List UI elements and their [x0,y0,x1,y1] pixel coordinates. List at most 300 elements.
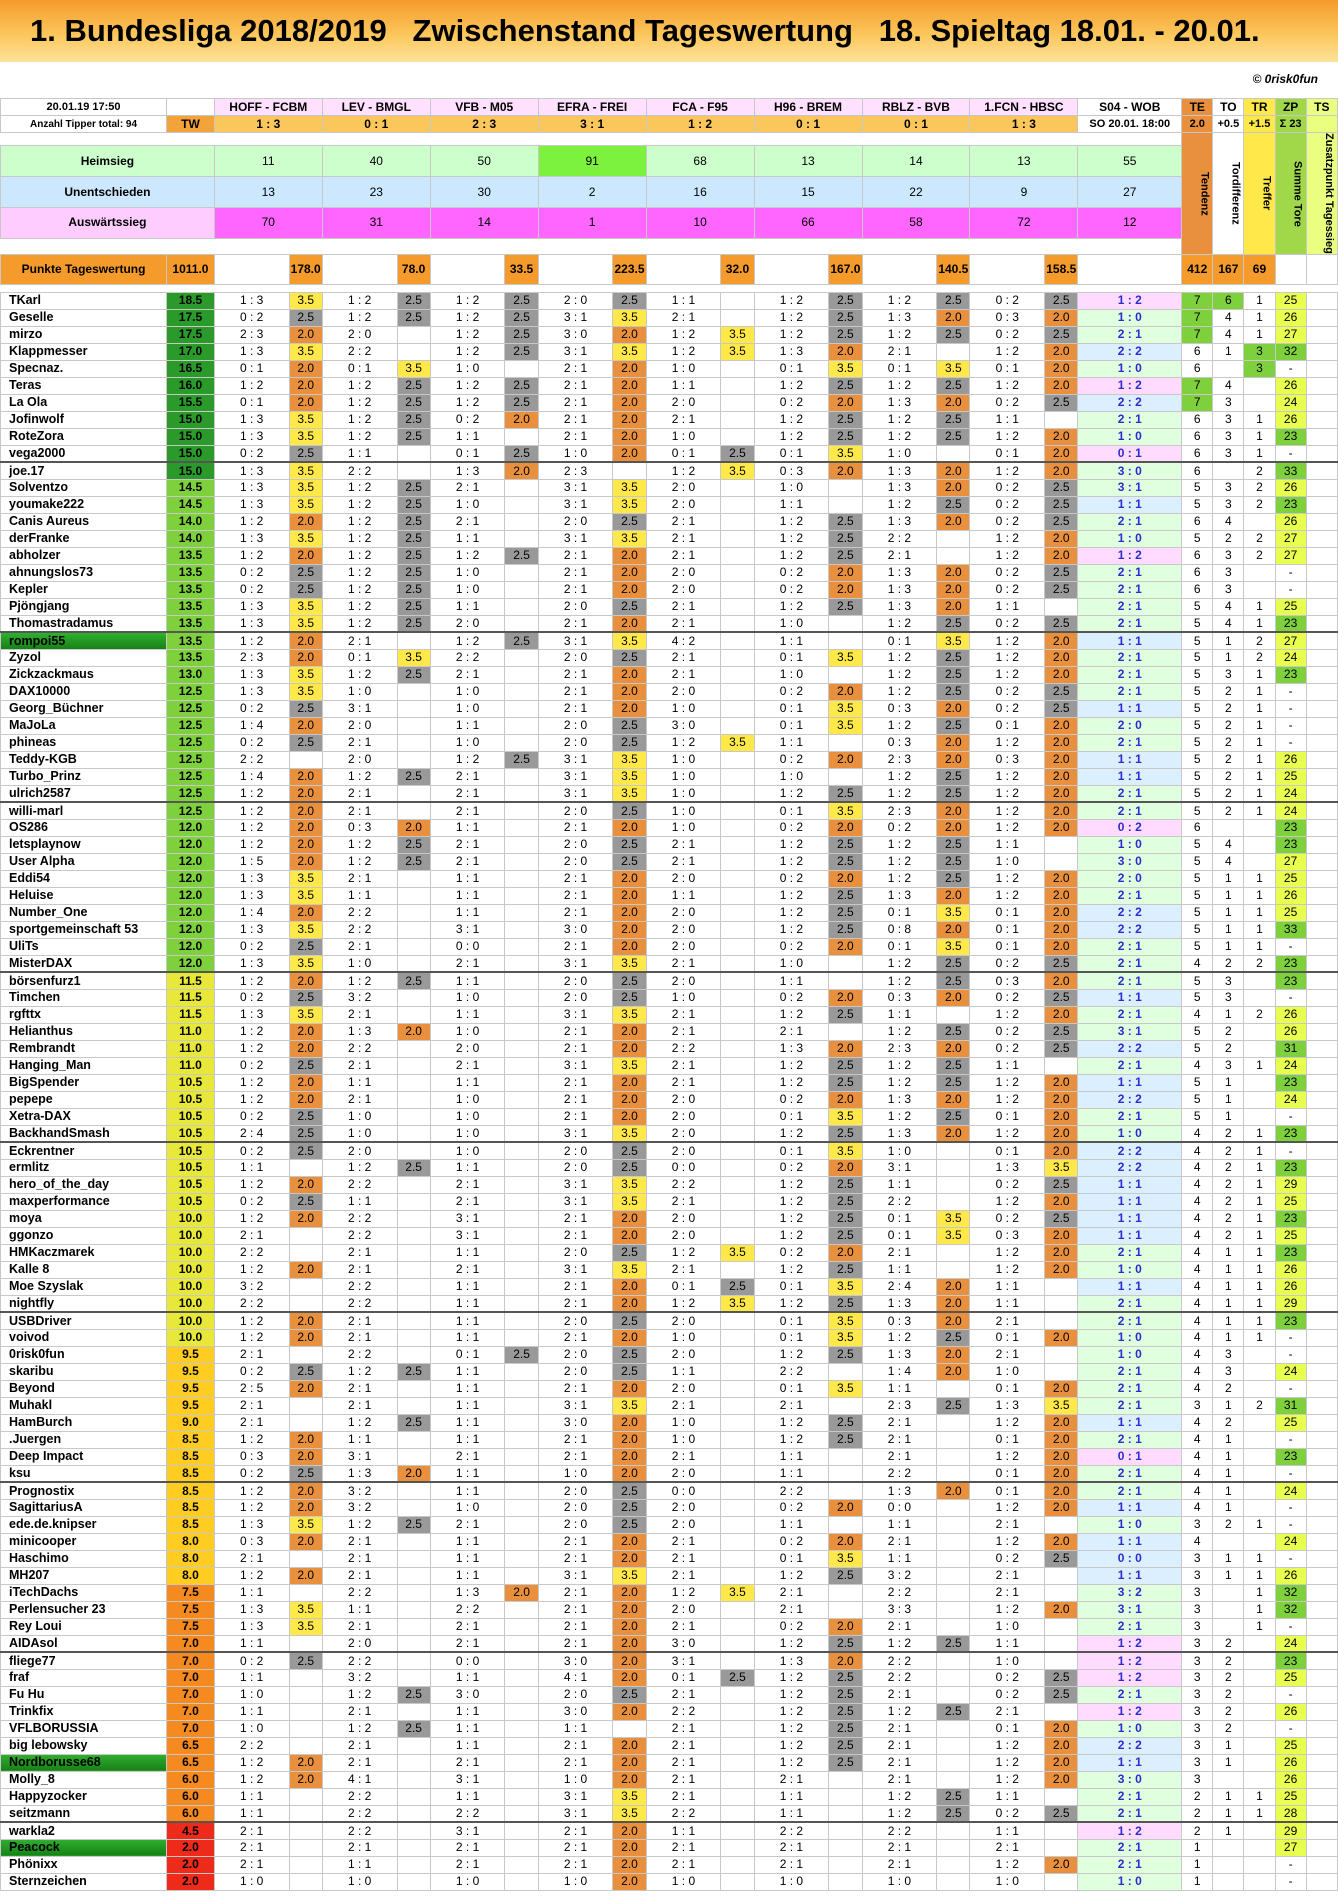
s04-tip: 0 : 1 [1078,445,1182,462]
tip-points: 3.5 [721,1295,754,1312]
tip-value: 1 : 0 [214,1873,289,1890]
tip-value: 2 : 1 [646,1720,721,1737]
table-row [1,360,1338,377]
table-row [1,1652,1338,1669]
to-points: 3 [1213,564,1244,581]
tip-value: 2 : 1 [322,1329,397,1346]
tip-value: 2 : 1 [322,1567,397,1584]
tip-points: 2.5 [505,751,538,768]
tip-points [397,955,430,972]
ts-points [1306,1329,1337,1346]
tip-points: 2.0 [1045,1601,1078,1618]
to-points: 1 [1213,1397,1244,1414]
ts-points [1306,1567,1337,1584]
tip-points [721,1125,754,1142]
to-points: 2 [1213,1040,1244,1057]
tip-points [721,1040,754,1057]
tip-value: 2 : 1 [214,1822,289,1839]
tip-points: 2.5 [829,1431,862,1448]
tip-points: 2.5 [829,1227,862,1244]
tip-value: 1 : 0 [970,853,1045,870]
table-row [1,768,1338,785]
tip-points: 2.0 [937,1125,970,1142]
tip-value: 2 : 0 [538,598,613,615]
tip-points [289,1550,322,1567]
tip-value: 1 : 0 [430,564,505,581]
tip-value: 1 : 2 [646,1584,721,1601]
to-points: 4 [1213,377,1244,394]
tip-value: 0 : 1 [754,802,829,819]
stats-label: Heimsieg [1,146,215,177]
tr-points [1244,1431,1275,1448]
s04-tip: 2 : 2 [1078,1091,1182,1108]
tip-points [397,717,430,734]
tip-value: 2 : 0 [646,1312,721,1329]
tip-value: 1 : 2 [862,785,937,802]
tip-value: 1 : 2 [754,309,829,326]
table-row [1,1601,1338,1618]
stats-value: 16 [646,177,754,208]
tip-points: 2.5 [397,1414,430,1431]
tip-value: 2 : 2 [214,751,289,768]
tip-points: 2.0 [937,989,970,1006]
to-points: 1 [1213,1465,1244,1482]
tip-value: 1 : 3 [322,1465,397,1482]
to-points: 1 [1213,887,1244,904]
tip-points [397,1261,430,1278]
tip-value: 2 : 1 [430,1176,505,1193]
s04-tip: 3 : 0 [1078,853,1182,870]
tip-points [829,1448,862,1465]
tip-points [937,1261,970,1278]
tip-value: 3 : 2 [322,989,397,1006]
tw-header-blank [167,99,215,116]
te-points: 4 [1182,1533,1213,1550]
tip-value: 2 : 0 [322,1142,397,1159]
tip-value: 1 : 2 [430,632,505,649]
to-points: 4 [1213,513,1244,530]
tip-points [721,1839,754,1856]
tip-value: 1 : 2 [754,598,829,615]
tip-points [721,1006,754,1023]
tip-value: 1 : 2 [970,462,1045,479]
tip-value: 2 : 1 [322,1312,397,1329]
ts-points [1306,1669,1337,1686]
tip-value: 0 : 2 [214,564,289,581]
tip-points [289,1346,322,1363]
tip-value: 0 : 1 [862,1227,937,1244]
tip-points: 2.5 [505,292,538,309]
tip-points: 2.5 [937,870,970,887]
tipper-name: USBDriver [1,1312,167,1329]
zp-points: 23 [1275,428,1306,445]
spacer [1,238,1182,254]
tr-points: 1 [1244,870,1275,887]
tipper-name: UliTs [1,938,167,955]
tip-points: 2.5 [397,1720,430,1737]
tip-points [397,1431,430,1448]
zp-points: 24 [1275,802,1306,819]
tr-points: 1 [1244,309,1275,326]
tip-points [721,360,754,377]
tip-points: 2.0 [289,1771,322,1788]
tip-value: 1 : 2 [754,1635,829,1652]
to-points: 2 [1213,1227,1244,1244]
tip-value: 1 : 2 [322,309,397,326]
tip-value: 0 : 3 [970,972,1045,989]
tip-value: 0 : 3 [970,751,1045,768]
tip-value: 1 : 0 [970,1652,1045,1669]
zp-points: 23 [1275,955,1306,972]
tip-points [721,802,754,819]
tip-value: 2 : 2 [754,1482,829,1499]
tip-points [505,1533,538,1550]
tipper-name: maxperformance [1,1193,167,1210]
s04-tip: 0 : 0 [1078,1550,1182,1567]
tip-value: 2 : 2 [646,1703,721,1720]
tipper-name: Xetra-DAX [1,1108,167,1125]
tip-value: 2 : 1 [862,1856,937,1873]
tip-value: 0 : 2 [214,938,289,955]
tip-value: 1 : 0 [646,700,721,717]
tip-points: 2.0 [289,785,322,802]
s04-time: SO 20.01. 18:00 [1078,116,1182,133]
tip-points: 3.5 [829,360,862,377]
tip-value: 1 : 3 [862,1346,937,1363]
tip-points: 2.5 [1045,1040,1078,1057]
tip-value: 3 : 1 [538,1193,613,1210]
tip-points: 2.0 [1045,309,1078,326]
tip-value: 0 : 2 [754,394,829,411]
tip-points: 2.5 [937,683,970,700]
tip-points [289,1278,322,1295]
points-match: 178.0 [289,254,322,284]
ts-points [1306,972,1337,989]
tip-points [721,1703,754,1720]
tip-points: 2.5 [829,1176,862,1193]
s04-tip: 1 : 1 [1078,632,1182,649]
tip-value: 0 : 2 [214,700,289,717]
tip-value: 2 : 1 [538,1635,613,1652]
tip-value: 1 : 0 [430,1023,505,1040]
tip-value: 2 : 1 [322,1754,397,1771]
tip-points [505,1669,538,1686]
tip-points: 2.0 [289,377,322,394]
tip-points [721,1482,754,1499]
tip-points: 2.5 [829,1669,862,1686]
tip-points: 2.0 [613,581,646,598]
tip-value: 2 : 3 [214,326,289,343]
tip-value: 2 : 1 [646,513,721,530]
tipper-name: Canis Aureus [1,513,167,530]
tip-points [937,1465,970,1482]
tip-points: 2.5 [613,1482,646,1499]
s04-tip: 2 : 1 [1078,887,1182,904]
tip-points: 2.0 [829,1040,862,1057]
tip-points: 2.5 [829,1686,862,1703]
tip-value: 2 : 1 [430,853,505,870]
tip-value: 2 : 1 [538,377,613,394]
tip-value: 3 : 1 [538,530,613,547]
tipper-name: ede.de.knipser [1,1516,167,1533]
ts-points [1306,411,1337,428]
tip-points: 2.5 [397,1363,430,1380]
table-row [1,1771,1338,1788]
tip-value: 0 : 1 [754,1329,829,1346]
tip-points: 2.0 [1045,1431,1078,1448]
tip-value: 1 : 2 [754,547,829,564]
tip-value: 1 : 1 [214,1635,289,1652]
tw-score: 12.0 [167,955,215,972]
tipper-name: fraf [1,1669,167,1686]
tip-points: 2.0 [829,394,862,411]
tipper-name: Deep Impact [1,1448,167,1465]
tipper-name: Thomastradamus [1,615,167,632]
tr-points [1244,972,1275,989]
tip-value: 1 : 2 [646,343,721,360]
tip-points: 2.0 [613,1040,646,1057]
tip-points [829,479,862,496]
tip-points [289,1159,322,1176]
tw-label: TW [167,116,215,133]
tipper-name: ermlitz [1,1159,167,1176]
ts-points [1306,1261,1337,1278]
tip-points: 2.5 [937,1329,970,1346]
tip-value: 1 : 0 [430,360,505,377]
tip-value: 1 : 0 [430,700,505,717]
to-value: +0.5 [1213,116,1244,133]
ts-points [1306,1142,1337,1159]
tip-value: 1 : 1 [430,1244,505,1261]
tip-value: 1 : 2 [646,326,721,343]
s04-tip: 1 : 1 [1078,1533,1182,1550]
tip-value: 2 : 2 [214,1244,289,1261]
tip-value: 1 : 0 [430,1499,505,1516]
tip-value: 1 : 2 [754,326,829,343]
tip-value: 2 : 1 [646,1788,721,1805]
ts-points [1306,1805,1337,1822]
stats-row-draw [1,177,1338,208]
tip-points [397,1839,430,1856]
tip-points [505,1652,538,1669]
tip-value: 1 : 0 [646,785,721,802]
ts-points [1306,700,1337,717]
table-row [1,1176,1338,1193]
tw-score: 8.5 [167,1431,215,1448]
table-row [1,1465,1338,1482]
tip-points [721,394,754,411]
tip-value: 1 : 0 [430,1091,505,1108]
tip-points: 2.0 [1045,1125,1078,1142]
tip-points [937,547,970,564]
tr-points: 2 [1244,530,1275,547]
table-row [1,700,1338,717]
tip-points [505,1074,538,1091]
s04-tip: 2 : 1 [1078,1482,1182,1499]
tip-points: 2.0 [1045,751,1078,768]
zp-points: 25 [1275,870,1306,887]
s04-tip: 2 : 1 [1078,1788,1182,1805]
tip-points [397,1652,430,1669]
tip-points: 2.0 [613,1771,646,1788]
tip-value: 1 : 1 [430,1533,505,1550]
tip-points [505,1754,538,1771]
tip-points [613,1720,646,1737]
tip-value: 0 : 0 [430,1652,505,1669]
tipper-name: Sternzeichen [1,1873,167,1890]
table-row [1,343,1338,360]
to-points: 1 [1213,343,1244,360]
te-points: 6 [1182,428,1213,445]
tipper-name: Nordborusse68 [1,1754,167,1771]
tip-value: 2 : 1 [754,1771,829,1788]
table-row [1,921,1338,938]
tipper-name: willi-marl [1,802,167,819]
tr-points: 1 [1244,700,1275,717]
tip-points [1045,1057,1078,1074]
tip-points: 3.5 [289,1516,322,1533]
tipper-name: ulrich2587 [1,785,167,802]
zp-points: - [1275,683,1306,700]
tip-value: 0 : 1 [754,445,829,462]
tip-value: 1 : 2 [970,1499,1045,1516]
tip-points [1045,411,1078,428]
tip-value: 1 : 0 [754,615,829,632]
tip-points [505,972,538,989]
tip-points: 2.0 [937,1482,970,1499]
table-row [1,1210,1338,1227]
tip-value: 2 : 2 [862,1652,937,1669]
s04-tip: 2 : 1 [1078,598,1182,615]
tip-points [289,751,322,768]
tip-value: 1 : 2 [214,836,289,853]
s04-tip: 1 : 1 [1078,496,1182,513]
table-row [1,513,1338,530]
tip-points [505,768,538,785]
tip-value: 2 : 1 [646,1771,721,1788]
tip-value: 1 : 0 [646,1329,721,1346]
tip-value: 1 : 2 [322,853,397,870]
match-result: 2 : 3 [430,116,538,133]
tip-value: 1 : 2 [862,428,937,445]
tip-value: 2 : 0 [538,802,613,819]
s04-tip: 2 : 1 [1078,1363,1182,1380]
tip-points: 2.5 [289,938,322,955]
te-points: 5 [1182,785,1213,802]
tip-value: 2 : 1 [538,564,613,581]
tip-points: 2.0 [1045,343,1078,360]
tipper-name: Zickzackmaus [1,666,167,683]
tip-value: 1 : 2 [970,802,1045,819]
tip-value: 1 : 2 [214,513,289,530]
to-points: 1 [1213,1074,1244,1091]
tip-value: 3 : 0 [538,921,613,938]
tip-value: 2 : 1 [970,1567,1045,1584]
tip-points: 2.0 [937,1363,970,1380]
tipper-name: AIDAsol [1,1635,167,1652]
points-zp [1275,254,1306,284]
tip-points: 2.0 [829,1618,862,1635]
zp-points: 27 [1275,1839,1306,1856]
tip-points [505,666,538,683]
to-points: 1 [1213,1822,1244,1839]
to-points [1213,360,1244,377]
table-row [1,1839,1338,1856]
tr-points: 2 [1244,632,1275,649]
tip-points: 2.5 [829,1720,862,1737]
match-result: 1 : 3 [970,116,1078,133]
tip-value: 2 : 1 [646,1006,721,1023]
tw-score: 10.5 [167,1091,215,1108]
tip-value: 2 : 1 [538,360,613,377]
tip-value: 2 : 0 [538,1142,613,1159]
tr-points [1244,1108,1275,1125]
tip-points: 2.0 [289,547,322,564]
to-points: 3 [1213,411,1244,428]
spacer [1,284,1338,292]
tip-value: 1 : 2 [862,717,937,734]
zp-points: 26 [1275,1261,1306,1278]
tr-vertical-label: Treffer [1244,133,1275,255]
tip-points: 2.5 [937,411,970,428]
tw-score: 13.5 [167,547,215,564]
tr-points: 2 [1244,1397,1275,1414]
match-name-header: FCA - F95 [646,99,754,116]
tr-points: 1 [1244,1312,1275,1329]
tip-value: 2 : 0 [538,734,613,751]
tr-points [1244,1720,1275,1737]
tip-points: 2.0 [1045,904,1078,921]
s04-tip: 2 : 1 [1078,1295,1182,1312]
tip-value: 2 : 1 [430,785,505,802]
te-points: 4 [1182,1006,1213,1023]
table-row [1,598,1338,615]
tip-points: 2.5 [829,428,862,445]
s04-tip: 1 : 1 [1078,1227,1182,1244]
tip-value: 2 : 1 [646,411,721,428]
tip-value: 1 : 2 [214,785,289,802]
tip-points [505,1805,538,1822]
te-points: 6 [1182,564,1213,581]
tip-points [289,1839,322,1856]
zp-points: - [1275,1873,1306,1890]
tip-value: 1 : 2 [754,1227,829,1244]
tw-score: 13.0 [167,666,215,683]
zp-points: 26 [1275,1023,1306,1040]
s04-tip: 1 : 1 [1078,1414,1182,1431]
tip-points [721,1261,754,1278]
to-vertical-label: Tordifferenz [1213,133,1244,255]
ts-points [1306,292,1337,309]
tip-value: 2 : 0 [430,1040,505,1057]
tip-points [829,972,862,989]
zp-points: - [1275,717,1306,734]
tip-points: 2.0 [829,683,862,700]
stats-value-s04: 12 [1078,207,1182,238]
tip-points: 2.5 [397,513,430,530]
te-points: 3 [1182,1771,1213,1788]
zp-points: 25 [1275,1737,1306,1754]
tip-value: 0 : 2 [754,1499,829,1516]
zp-points: 23 [1275,615,1306,632]
tip-points: 2.5 [289,1652,322,1669]
ts-points [1306,496,1337,513]
tw-score: 12.5 [167,717,215,734]
tip-value: 1 : 0 [538,445,613,462]
to-points: 3 [1213,394,1244,411]
tip-value: 0 : 2 [970,394,1045,411]
tip-value: 1 : 1 [430,1074,505,1091]
